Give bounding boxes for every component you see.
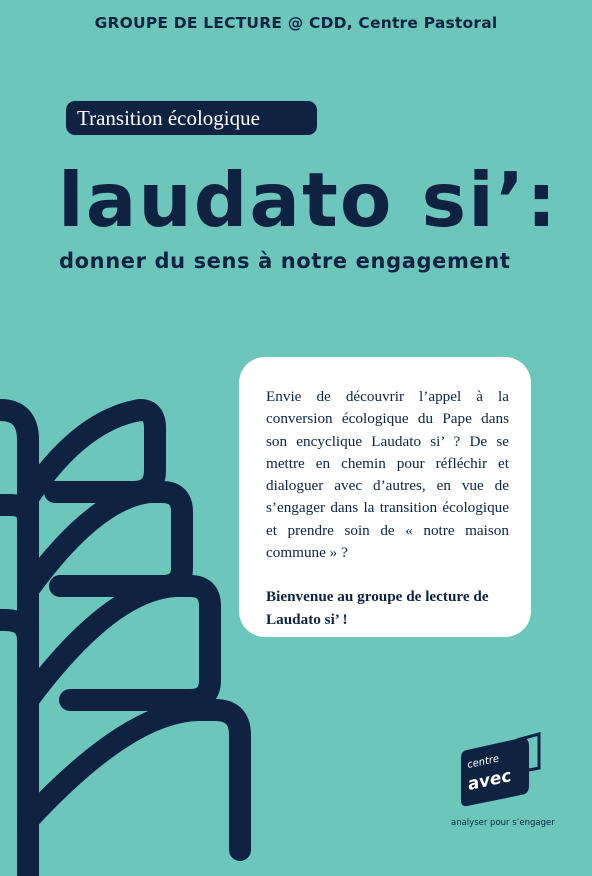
wheat-stalk-icon (0, 380, 260, 876)
page-title: laudato si’: (58, 156, 559, 244)
page-subtitle: donner du sens à notre engagement (59, 249, 511, 273)
intro-text: Envie de découvrir l’appel à la conversion écologique du Pape dans son encyclique Laudato si’ ? De se mettre en chemin pour réfléchir et dialoguer avec d’autres, en vue de s’engager dans la transition écologique et prendre soin de « notre maison commune » ? (266, 388, 509, 562)
welcome-text: Bienvenue au groupe de lecture de Laudato si’ ! (266, 588, 489, 628)
logo-tagline: analyser pour s’engager (451, 818, 555, 828)
logo-line2: avec (465, 766, 514, 795)
centre-avec-logo (455, 728, 547, 816)
header-title: GROUPE DE LECTURE @ CDD, Centre Pastoral (94, 14, 498, 32)
topic-tag: Transition écologique (66, 101, 317, 135)
intro-card (239, 357, 531, 637)
logo-line1: centre (466, 753, 501, 771)
